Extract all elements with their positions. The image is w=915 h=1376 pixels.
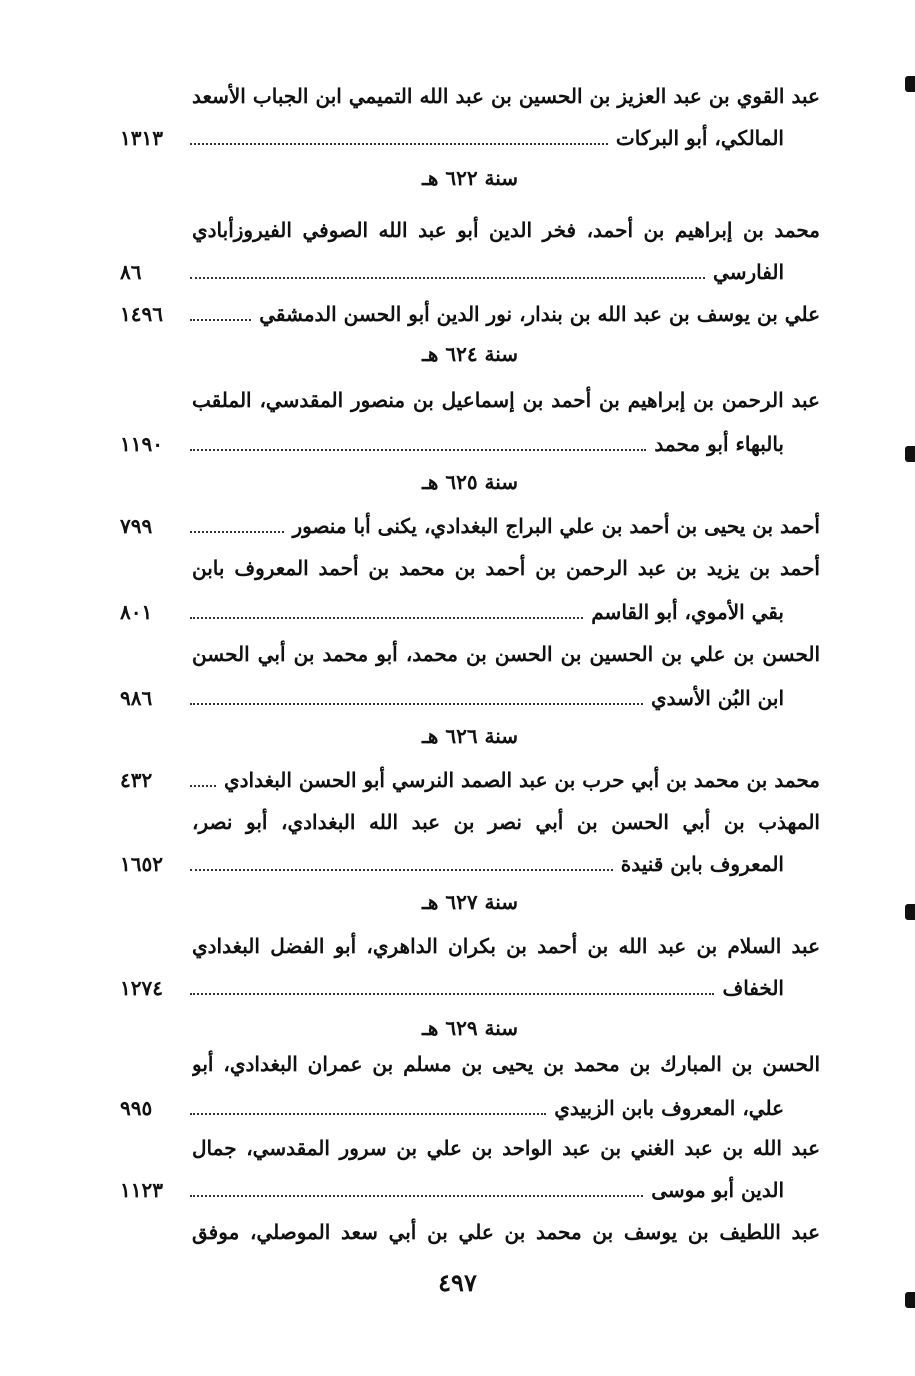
- entry-page-number: ٨٠١: [120, 600, 153, 624]
- dot-leader: [190, 785, 216, 787]
- entry-text: عبد القوي بن عبد العزيز بن الحسين بن عبد الله التميمي ابن الجباب الأسعد: [192, 84, 820, 108]
- dot-leader: [190, 1195, 643, 1197]
- entry-page-number: ١٤٩٦: [120, 302, 163, 326]
- entry-page-number: ١٦٥٢: [120, 852, 163, 876]
- entry-page-number: ١١٢٣: [120, 1178, 163, 1202]
- year-heading: سنة ٦٢٢ هـ: [421, 166, 519, 190]
- entry-text: الفارسي: [713, 260, 784, 284]
- dot-leader: [190, 993, 714, 995]
- index-entry-line: [192, 634, 820, 674]
- entry-text: علي بن يوسف بن عبد الله بن بندار، نور الدين أبو الحسن الدمشقي: [259, 302, 820, 326]
- entry-text: علي، المعروف بابن الزبيدي: [554, 1096, 784, 1120]
- index-entry-line: [120, 252, 820, 292]
- entry-page-number: ١٢٧٤: [120, 976, 163, 1000]
- dot-leader: [190, 319, 251, 321]
- index-entry-line: [120, 424, 820, 464]
- entry-page-number: ١٣١٣: [120, 126, 163, 150]
- entry-page-number: ١١٩٠: [120, 432, 163, 456]
- index-entry-line: [192, 380, 820, 420]
- index-entry-line: [120, 678, 820, 718]
- index-entry-line: [120, 968, 820, 1008]
- entry-page-number: ٩٨٦: [120, 686, 153, 710]
- year-heading: سنة ٦٢٧ هـ: [421, 890, 519, 914]
- index-entry-line: [120, 1088, 820, 1128]
- index-entry-line: [192, 548, 820, 588]
- entry-text: بقي الأموي، أبو القاسم: [591, 600, 784, 624]
- entry-text: الحسن بن علي بن الحسين بن الحسن بن محمد، أبو محمد بن أبي الحسن: [192, 642, 820, 666]
- index-entry-line: [192, 1128, 820, 1168]
- index-entry-line: [192, 1212, 820, 1252]
- entry-text: أحمد بن يحيى بن أحمد بن علي البراج البغدادي، يكنى أبا منصور: [292, 514, 820, 538]
- entry-text: عبد الله بن عبد الغني بن عبد الواحد بن علي بن سرور المقدسي، جمال: [192, 1136, 820, 1160]
- index-entry-line: [192, 210, 820, 250]
- entry-page-number: ٤٣٢: [120, 768, 153, 792]
- year-heading: سنة ٦٢٥ هـ: [421, 470, 519, 494]
- year-heading: سنة ٦٢٩ هـ: [421, 1016, 519, 1040]
- entry-text: المعروف بابن قنيدة: [620, 852, 784, 876]
- entry-text: محمد بن إبراهيم بن أحمد، فخر الدين أبو عبد الله الصوفي الفيروزأبادي: [192, 218, 820, 242]
- entry-page-number: ٩٩٥: [120, 1096, 153, 1120]
- dot-leader: [190, 277, 705, 279]
- index-entry-line: [120, 760, 820, 800]
- index-entry-line: [120, 592, 820, 632]
- entry-page-number: ٧٩٩: [120, 514, 153, 538]
- index-entry-line: [192, 802, 820, 842]
- entry-text: الدين أبو موسى: [651, 1178, 784, 1202]
- entry-text: محمد بن محمد بن أبي حرب بن عبد الصمد النرسي أبو الحسن البغدادي: [223, 768, 820, 792]
- year-heading: سنة ٦٢٤ هـ: [421, 342, 519, 366]
- page-number: ٤٩٧: [438, 1268, 477, 1297]
- entry-text: المالكي، أبو البركات: [615, 126, 784, 150]
- entry-page-number: ٨٦: [120, 260, 142, 284]
- dot-leader: [190, 449, 646, 451]
- index-entry-line: [192, 1044, 820, 1084]
- entry-text: الخفاف: [722, 976, 784, 1000]
- year-heading: سنة ٦٢٦ هـ: [421, 724, 519, 748]
- dot-leader: [190, 531, 284, 533]
- dot-leader: [190, 703, 643, 705]
- index-entry-line: [120, 118, 820, 158]
- scan-edge-mark: [905, 76, 915, 92]
- entry-text: الحسن بن المبارك بن محمد بن يحيى بن مسلم بن عمران البغدادي، أبو: [192, 1052, 820, 1076]
- entry-text: أحمد بن يزيد بن عبد الرحمن بن أحمد بن محمد بن أحمد المعروف بابن: [192, 556, 820, 580]
- entry-text: عبد اللطيف بن يوسف بن محمد بن علي بن أبي سعد الموصلي، موفق: [192, 1220, 820, 1244]
- scan-edge-mark: [905, 904, 915, 920]
- entry-text: عبد السلام بن عبد الله بن أحمد بن بكران الداهري، أبو الفضل البغدادي: [192, 934, 820, 958]
- entry-text: عبد الرحمن بن إبراهيم بن أحمد بن إسماعيل بن منصور المقدسي، الملقب: [192, 388, 820, 412]
- index-entry-line: [192, 76, 820, 116]
- dot-leader: [190, 143, 608, 145]
- scan-edge-mark: [905, 446, 915, 462]
- dot-leader: [190, 617, 583, 619]
- entry-text: المهذب بن أبي الحسن بن أبي نصر بن عبد الله البغدادي، أبو نصر،: [192, 810, 820, 834]
- entry-text: ابن البُن الأسدي: [650, 686, 784, 710]
- index-entry-line: [120, 1170, 820, 1210]
- index-entry-line: [120, 294, 820, 334]
- index-entry-line: [192, 926, 820, 966]
- dot-leader: [190, 1113, 546, 1115]
- index-entry-line: [120, 506, 820, 546]
- index-entry-line: [120, 844, 820, 884]
- dot-leader: [190, 869, 613, 871]
- entry-text: بالبهاء أبو محمد: [654, 432, 784, 456]
